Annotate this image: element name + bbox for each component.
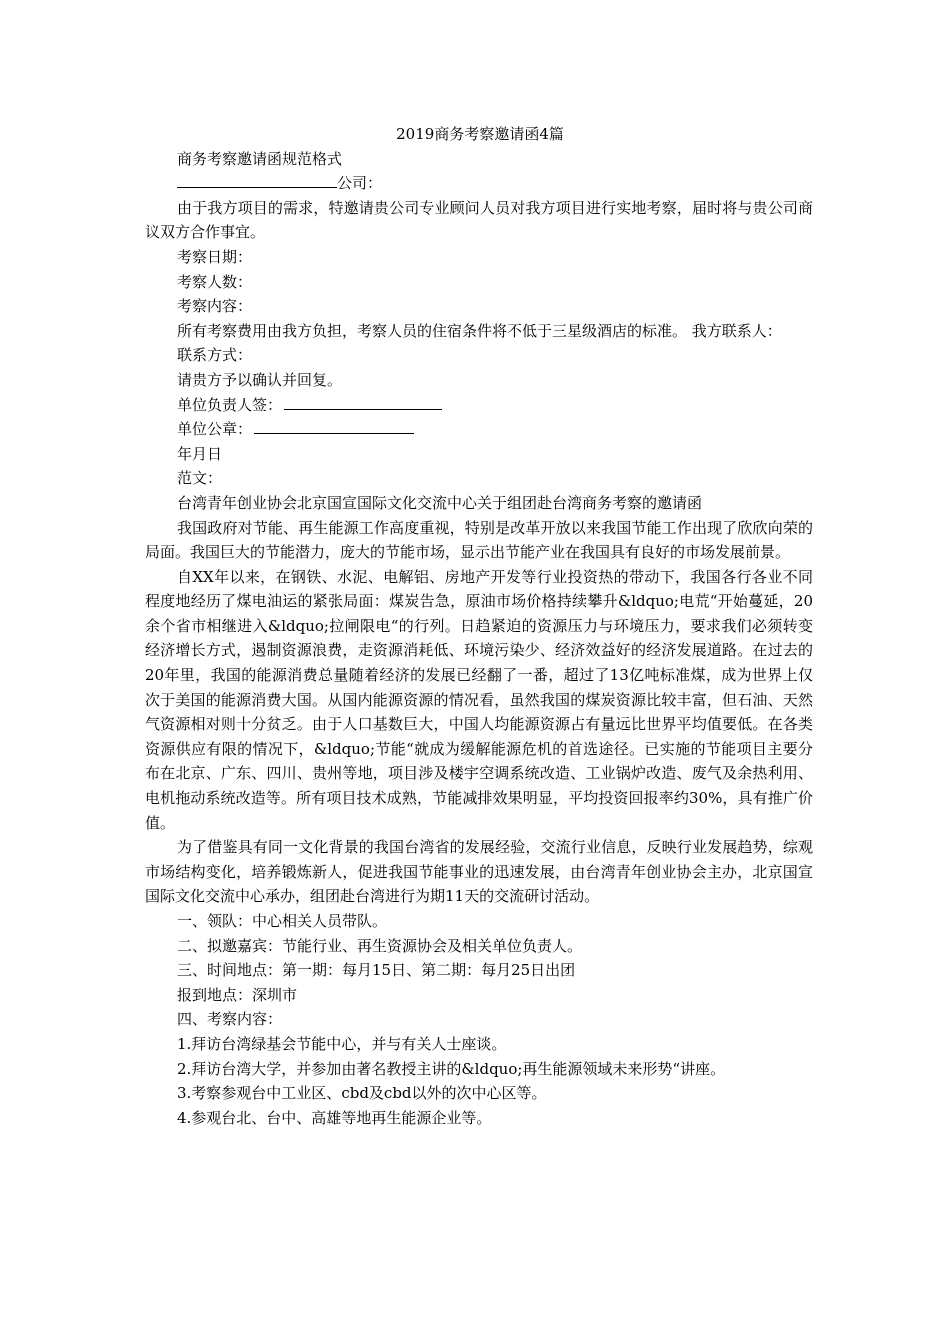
paragraph-report-place: 报到地点：深圳市	[177, 985, 298, 1004]
paragraph-date-line: 年月日	[177, 444, 223, 463]
paragraph-content: 考察内容：	[177, 297, 253, 316]
paragraph-date: 考察日期：	[177, 247, 253, 266]
paragraph-sample-label: 范文：	[177, 469, 223, 488]
paragraph-format-heading: 商务考察邀请函规范格式	[177, 149, 343, 168]
document-body	[145, 122, 813, 1130]
signature-label: 单位负责人签：	[177, 395, 283, 414]
paragraph-background: 我国政府对节能、再生能源工作高度重视，特别是改革开放以来我国节能工作出现了欣欣向荣的局面。我国巨大的节能潜力，庞大的节能市场，显示出节能产业在我国具有良好的市场发展前景。	[145, 518, 813, 562]
paragraph-leader: 一、领队：中心相关人员带队。	[177, 912, 388, 930]
paragraph-sample-title: 台湾青年创业协会北京国宣国际文化交流中心关于组团赴台湾商务考察的邀请函	[177, 493, 703, 512]
paragraph-count: 考察人数：	[177, 272, 253, 291]
paragraph-item-2: 2.拜访台湾大学，并参加由著名教授主讲的&ldquo;再生能源领域未来形势“讲座。	[177, 1059, 726, 1078]
company-label: 公司：	[337, 174, 383, 193]
seal-blank-line	[254, 417, 414, 434]
paragraph-item-1: 1.拜访台湾绿基会节能中心，并与有关人士座谈。	[177, 1034, 507, 1053]
document-title: 2019商务考察邀请函4篇	[396, 125, 564, 143]
paragraph-guests: 二、拟邀嘉宾：节能行业、再生资源协会及相关单位负责人。	[177, 936, 583, 955]
paragraph-time-place: 三、时间地点：第一期：每月15日、第二期：每月25日出团	[177, 961, 576, 980]
paragraph-signature	[145, 393, 813, 418]
paragraph-expenses: 所有考察费用由我方负担，考察人员的住宿条件将不低于三星级酒店的标准。 我方联系人：	[177, 321, 782, 340]
paragraph-item-4: 4.参观台北、台中、高雄等地再生能源企业等。	[177, 1108, 492, 1127]
company-blank-line	[177, 171, 337, 188]
seal-label: 单位公章：	[177, 420, 253, 439]
paragraph-company-line	[145, 171, 813, 196]
paragraph-confirm: 请贵方予以确认并回复。	[177, 370, 343, 389]
signature-blank-line	[284, 393, 442, 410]
paragraph-itinerary-heading: 四、考察内容：	[177, 1010, 283, 1029]
paragraph-seal	[145, 417, 813, 442]
paragraph-purpose: 为了借鉴具有同一文化背景的我国台湾省的发展经验，交流行业信息，反映行业发展趋势，综观市场结构变化，培养锻炼新人，促进我国节能事业的迅速发展，由台湾青年创业协会主办，北京国宣国际文化交流中心承办，组团赴台湾进行为期11天的交流研讨活动。	[145, 838, 813, 906]
paragraph-intro: 由于我方项目的需求，特邀请贵公司专业顾问人员对我方项目进行实地考察，届时将与贵公司商议双方合作事宜。	[145, 198, 813, 242]
paragraph-energy-situation: 自XX年以来，在钢铁、水泥、电解铝、房地产开发等行业投资热的带动下，我国各行各业不同程度地经历了煤电油运的紧张局面：煤炭告急，原油市场价格持续攀升&ldquo;电荒“开始蔓延，20余个省市相继进入&ldquo;拉闸限电“的行列。日趋紧迫的资源压力与环境压力，要求我们必须转变经济增长方式，遏制资源浪费，走资源消耗低、环境污染少、经济效益好的经济发展道路。在过去的20年里，我国的能源消费总量随着经济的发展已经翻了一番，超过了13亿吨标准煤，成为世界上仅次于美国的能源消费大国。从国内能源资源的情况看，虽然我国的煤炭资源比较丰富，但石油、天然气资源相对则十分贫乏。由于人口基数巨大，中国人均能源资源占有量远比世界平均值要低。在各类资源供应有限的情况下，&ldquo;节能“就成为缓解能源危机的首选途径。已实施的节能项目主要分布在北京、广东、四川、贵州等地，项目涉及楼宇空调系统改造、工业锅炉改造、废气及余热利用、电机拖动系统改造等。所有项目技术成熟，节能减排效果明显，平均投资回报率约30%，具有推广价值。	[145, 567, 813, 832]
paragraph-contact: 联系方式：	[177, 346, 253, 365]
paragraph-item-3: 3.考察参观台中工业区、cbd及cbd以外的次中心区等。	[177, 1084, 547, 1103]
